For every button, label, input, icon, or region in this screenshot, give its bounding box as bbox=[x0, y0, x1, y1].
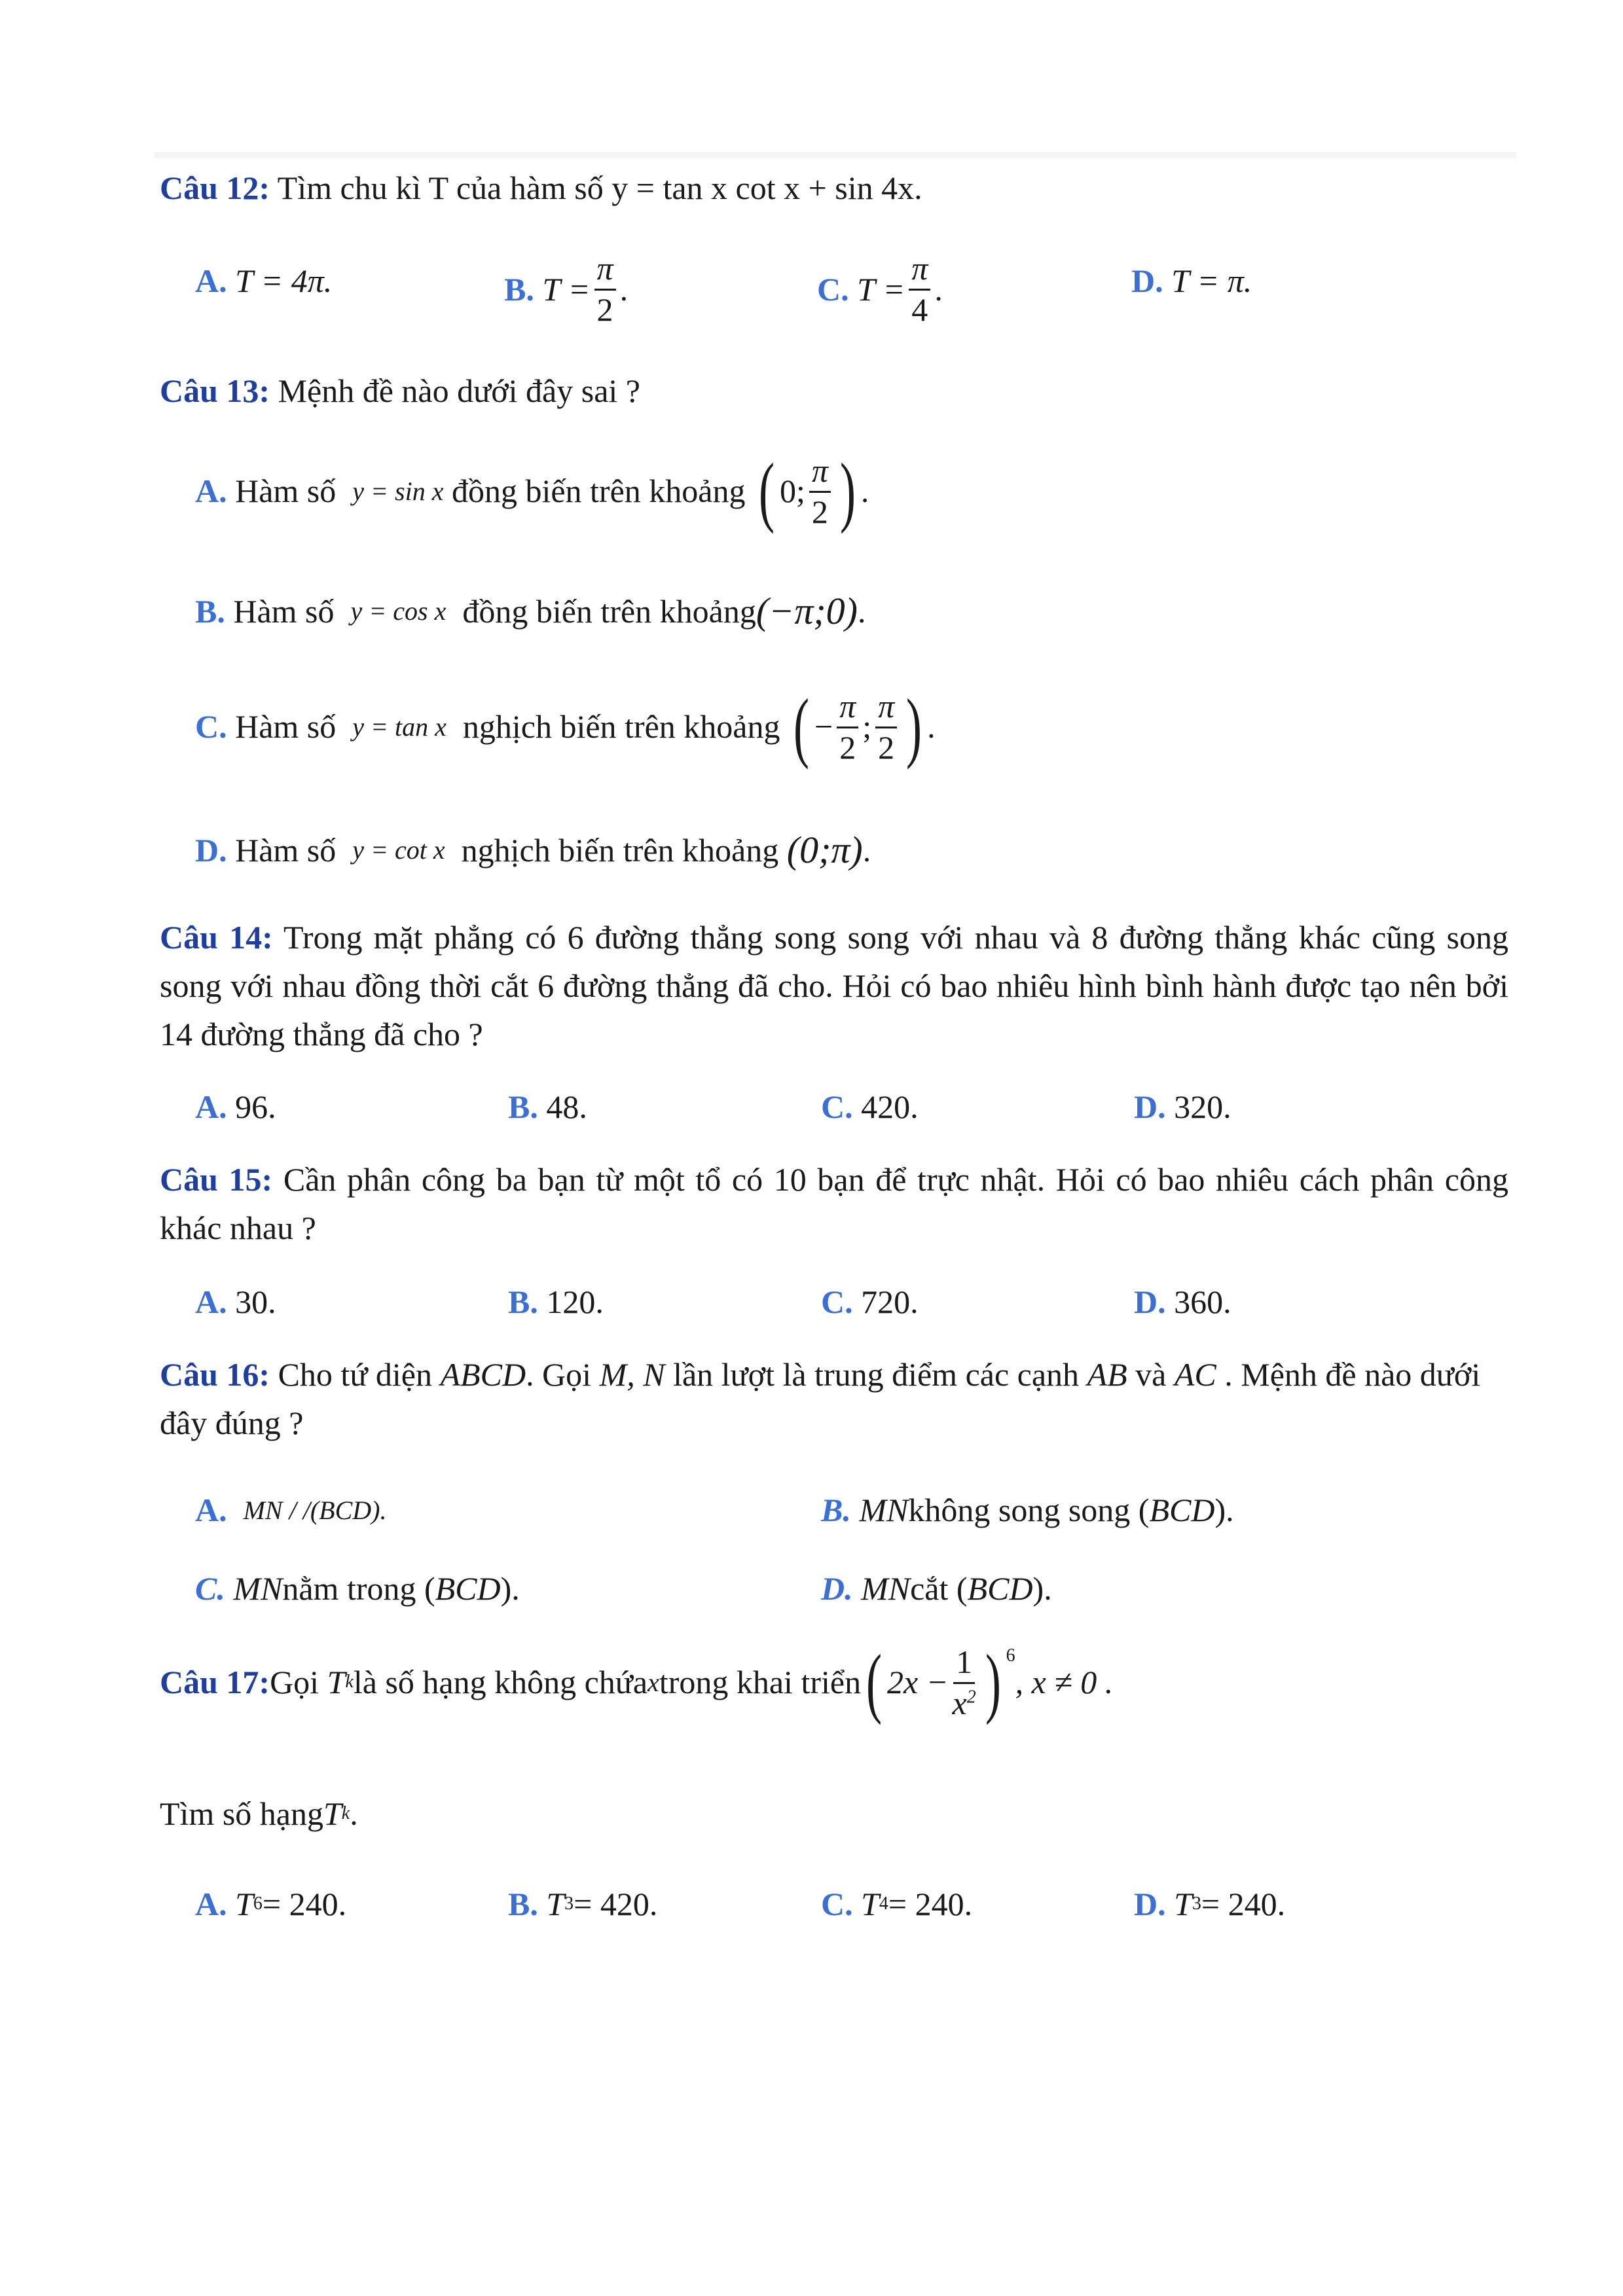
option-letter: B. bbox=[195, 592, 225, 630]
denominator: 2 bbox=[811, 493, 828, 530]
option-letter: D. bbox=[1134, 1088, 1166, 1125]
question-text: . Mệnh đề nào dưới đây đúng ? bbox=[160, 1356, 1481, 1441]
option-content: = 420. bbox=[574, 1886, 658, 1922]
option-letter: A. bbox=[195, 1886, 227, 1922]
question-12 bbox=[160, 164, 1508, 212]
option-letter: D. bbox=[821, 1570, 853, 1607]
option-letter: B. bbox=[508, 1088, 538, 1125]
option-content: MN / /(BCD). bbox=[243, 1495, 387, 1525]
math-t: T bbox=[327, 1664, 346, 1700]
q13-option-b[interactable] bbox=[195, 589, 866, 633]
option-content: 96. bbox=[235, 1088, 276, 1125]
denominator: 2 bbox=[596, 291, 613, 328]
interval-text: (0;π) bbox=[786, 829, 863, 871]
q17-option-a[interactable] bbox=[195, 1885, 346, 1923]
option-letter: C. bbox=[821, 1088, 853, 1125]
interval-text: − bbox=[814, 708, 833, 745]
math-ab: AB bbox=[1087, 1356, 1127, 1393]
option-content: 120. bbox=[546, 1283, 604, 1320]
math-t: T bbox=[1174, 1886, 1192, 1922]
option-letter: D. bbox=[1134, 1283, 1166, 1320]
option-content: = 240. bbox=[1201, 1886, 1286, 1922]
option-content: không song song ( bbox=[908, 1492, 1150, 1528]
option-letter: B. bbox=[508, 1886, 538, 1922]
math-sub: 3 bbox=[564, 1893, 574, 1914]
paren-close: ) bbox=[839, 447, 856, 534]
option-content: cắt ( bbox=[910, 1570, 968, 1607]
fraction bbox=[909, 252, 930, 326]
q17-option-d[interactable] bbox=[1134, 1885, 1285, 1923]
option-content: 360. bbox=[1174, 1283, 1231, 1320]
math-sub: 3 bbox=[1192, 1893, 1201, 1914]
math-sub: 6 bbox=[253, 1893, 263, 1914]
question-text: và bbox=[1127, 1356, 1175, 1393]
question-text: Gọi bbox=[270, 1664, 319, 1700]
option-end: ). bbox=[1032, 1570, 1052, 1607]
math-t: T bbox=[235, 1886, 253, 1922]
q13-option-c[interactable] bbox=[195, 683, 936, 770]
option-letter: B. bbox=[508, 1283, 538, 1320]
interval-text: (−π;0) bbox=[756, 590, 858, 632]
math-x: x bbox=[647, 1667, 659, 1697]
math-sub: k bbox=[341, 1803, 350, 1823]
power: 6 bbox=[1006, 1645, 1015, 1666]
option-end: . bbox=[862, 831, 871, 869]
option-text: đồng biến trên khoảng bbox=[451, 473, 746, 509]
option-content: nằm trong ( bbox=[282, 1570, 435, 1607]
numerator: 1 bbox=[953, 1645, 975, 1684]
fraction bbox=[809, 454, 831, 528]
q12-option-c[interactable] bbox=[817, 252, 943, 326]
option-content: 48. bbox=[546, 1088, 587, 1125]
option-letter: A. bbox=[195, 1088, 227, 1125]
expression: , x ≠ 0 . bbox=[1015, 1664, 1114, 1700]
option-letter: D. bbox=[1131, 262, 1163, 299]
option-content: T = bbox=[542, 270, 591, 308]
option-end: . bbox=[927, 708, 936, 745]
fraction bbox=[952, 1645, 976, 1719]
option-end: . bbox=[350, 1795, 358, 1832]
question-text: Cho tứ diện bbox=[270, 1356, 441, 1393]
math-t: T bbox=[861, 1886, 879, 1922]
option-content: 720. bbox=[861, 1283, 919, 1320]
denominator: x bbox=[952, 1684, 967, 1721]
option-letter: A. bbox=[195, 1492, 227, 1528]
option-letter: C. bbox=[817, 270, 849, 308]
function: y = cot x bbox=[352, 835, 445, 865]
q14-option-c[interactable] bbox=[821, 1088, 919, 1126]
interval-text: 0; bbox=[779, 473, 805, 509]
option-content: T = 4π. bbox=[235, 262, 333, 299]
option-letter: B. bbox=[504, 270, 534, 308]
q15-option-b[interactable] bbox=[508, 1283, 604, 1321]
paren-close: ) bbox=[906, 683, 922, 770]
math-plane: BCD bbox=[967, 1570, 1033, 1607]
expression: 2x − bbox=[887, 1664, 949, 1700]
q14-option-a[interactable] bbox=[195, 1088, 276, 1126]
q16-option-b[interactable] bbox=[821, 1491, 1234, 1529]
numerator: π bbox=[837, 690, 858, 728]
paren-close: ) bbox=[985, 1638, 1001, 1725]
question-label: Câu 13: bbox=[160, 372, 270, 409]
question-label: Câu 16: bbox=[160, 1356, 270, 1393]
fraction bbox=[837, 687, 858, 766]
question-label: Câu 17: bbox=[160, 1664, 270, 1700]
fraction bbox=[594, 252, 616, 326]
option-letter: C. bbox=[195, 708, 227, 745]
math-ac: AC bbox=[1174, 1356, 1216, 1393]
math-sub: k bbox=[345, 1672, 354, 1692]
option-content: 320. bbox=[1174, 1088, 1231, 1125]
math-t: T bbox=[323, 1795, 342, 1832]
denominator: 2 bbox=[839, 728, 856, 766]
question-text: . Gọi bbox=[526, 1356, 600, 1393]
option-text: Hàm số bbox=[235, 473, 337, 509]
paren-open: ( bbox=[866, 1638, 883, 1725]
option-letter: A. bbox=[195, 1283, 227, 1320]
math-mn: MN bbox=[861, 1570, 911, 1607]
option-text: nghịch biến trên khoảng bbox=[462, 708, 780, 745]
math-plane: BCD bbox=[1149, 1492, 1215, 1528]
option-letter: B. bbox=[821, 1492, 851, 1528]
question-label: Câu 14: bbox=[160, 919, 273, 956]
q16-option-c[interactable] bbox=[195, 1570, 520, 1607]
option-text: Hàm số bbox=[235, 831, 337, 869]
question-text: Tìm số hạng bbox=[160, 1795, 323, 1832]
function: y = cos x bbox=[350, 596, 447, 626]
option-text: nghịch biến trên khoảng bbox=[461, 831, 779, 869]
option-content: 30. bbox=[235, 1283, 276, 1320]
option-letter: C. bbox=[821, 1886, 853, 1922]
math-mn: MN bbox=[233, 1570, 283, 1607]
numerator: π bbox=[875, 690, 897, 728]
question-text: Trong mặt phẳng có 6 đường thẳng song song với nhau và 8 đường thẳng khác cũng song song với nhau đồng thời cắt 6 đường thẳng đã cho. Hỏi có bao nhiêu hình bình hành được tạo nên bởi 14 đường thẳng đã cho ? bbox=[160, 919, 1508, 1052]
option-end: ). bbox=[500, 1570, 520, 1607]
option-letter: A. bbox=[195, 473, 227, 509]
question-text: Tìm chu kì T của hàm số y = tan x cot x + sin 4x. bbox=[270, 170, 922, 206]
question-text: là số hạng không chứa bbox=[353, 1664, 648, 1700]
top-rule bbox=[155, 152, 1516, 158]
question-15 bbox=[160, 1155, 1508, 1252]
numerator: π bbox=[594, 252, 616, 291]
q12-option-b[interactable] bbox=[504, 252, 628, 326]
question-17 bbox=[160, 1638, 1114, 1725]
q12-option-a[interactable] bbox=[195, 262, 332, 300]
option-content: 420. bbox=[861, 1088, 919, 1125]
q14-option-d[interactable] bbox=[1134, 1088, 1231, 1126]
option-text: Hàm số bbox=[233, 592, 335, 630]
function: y = sin x bbox=[352, 476, 444, 506]
option-letter: D. bbox=[195, 831, 227, 869]
q13-option-d[interactable] bbox=[195, 828, 871, 872]
q17-option-c[interactable] bbox=[821, 1885, 972, 1923]
option-content: T = π. bbox=[1171, 262, 1252, 299]
question-text: trong khai triển bbox=[659, 1664, 862, 1700]
question-16 bbox=[160, 1350, 1508, 1447]
option-end: . bbox=[860, 473, 869, 509]
q16-option-a[interactable] bbox=[195, 1491, 386, 1529]
q13-option-a[interactable] bbox=[195, 447, 869, 534]
denominator: 4 bbox=[911, 291, 928, 328]
paren-open: ( bbox=[758, 447, 775, 534]
q15-option-c[interactable] bbox=[821, 1283, 919, 1321]
option-text: đồng biến trên khoảng bbox=[462, 592, 756, 630]
question-text: lần lượt là trung điểm các cạnh bbox=[665, 1356, 1087, 1393]
question-text: Cần phân công ba bạn từ một tổ có 10 bạn để trực nhật. Hỏi có bao nhiêu cách phân công khác nhau ? bbox=[160, 1161, 1509, 1246]
option-letter: A. bbox=[195, 262, 227, 299]
option-end: . bbox=[934, 270, 943, 308]
math-mn: M, N bbox=[599, 1356, 665, 1393]
separator: ; bbox=[862, 708, 872, 745]
math-plane: BCD bbox=[435, 1570, 501, 1607]
q15-option-d[interactable] bbox=[1134, 1283, 1231, 1321]
option-content: = 240. bbox=[262, 1886, 347, 1922]
option-letter: C. bbox=[195, 1570, 225, 1607]
math-sub: 4 bbox=[879, 1893, 888, 1914]
q17-option-b[interactable] bbox=[508, 1885, 657, 1923]
q16-option-d[interactable] bbox=[821, 1570, 1052, 1607]
exponent: 2 bbox=[966, 1686, 976, 1707]
fraction bbox=[875, 687, 897, 766]
question-text: Mệnh đề nào dưới đây sai ? bbox=[270, 372, 640, 409]
option-letter: C. bbox=[821, 1283, 853, 1320]
option-end: . bbox=[858, 592, 866, 630]
option-text: Hàm số bbox=[235, 708, 337, 745]
question-label: Câu 15: bbox=[160, 1161, 273, 1198]
math-mn: MN bbox=[859, 1492, 909, 1528]
q15-option-a[interactable] bbox=[195, 1283, 276, 1321]
paren-open: ( bbox=[793, 683, 809, 770]
numerator: π bbox=[909, 252, 930, 291]
option-letter: D. bbox=[1134, 1886, 1166, 1922]
question-13 bbox=[160, 367, 1508, 415]
q12-option-d[interactable] bbox=[1131, 262, 1252, 300]
option-content: T = bbox=[857, 270, 905, 308]
option-content: = 240. bbox=[888, 1886, 973, 1922]
question-label: Câu 12: bbox=[160, 170, 270, 206]
option-end: ). bbox=[1214, 1492, 1234, 1528]
denominator: 2 bbox=[878, 728, 895, 766]
q14-option-b[interactable] bbox=[508, 1088, 587, 1126]
math-abcd: ABCD bbox=[440, 1356, 526, 1393]
question-14 bbox=[160, 913, 1508, 1058]
numerator: π bbox=[809, 454, 831, 493]
question-17-line2 bbox=[160, 1795, 358, 1833]
function: y = tan x bbox=[352, 711, 447, 742]
option-end: . bbox=[619, 270, 629, 308]
math-t: T bbox=[546, 1886, 565, 1922]
